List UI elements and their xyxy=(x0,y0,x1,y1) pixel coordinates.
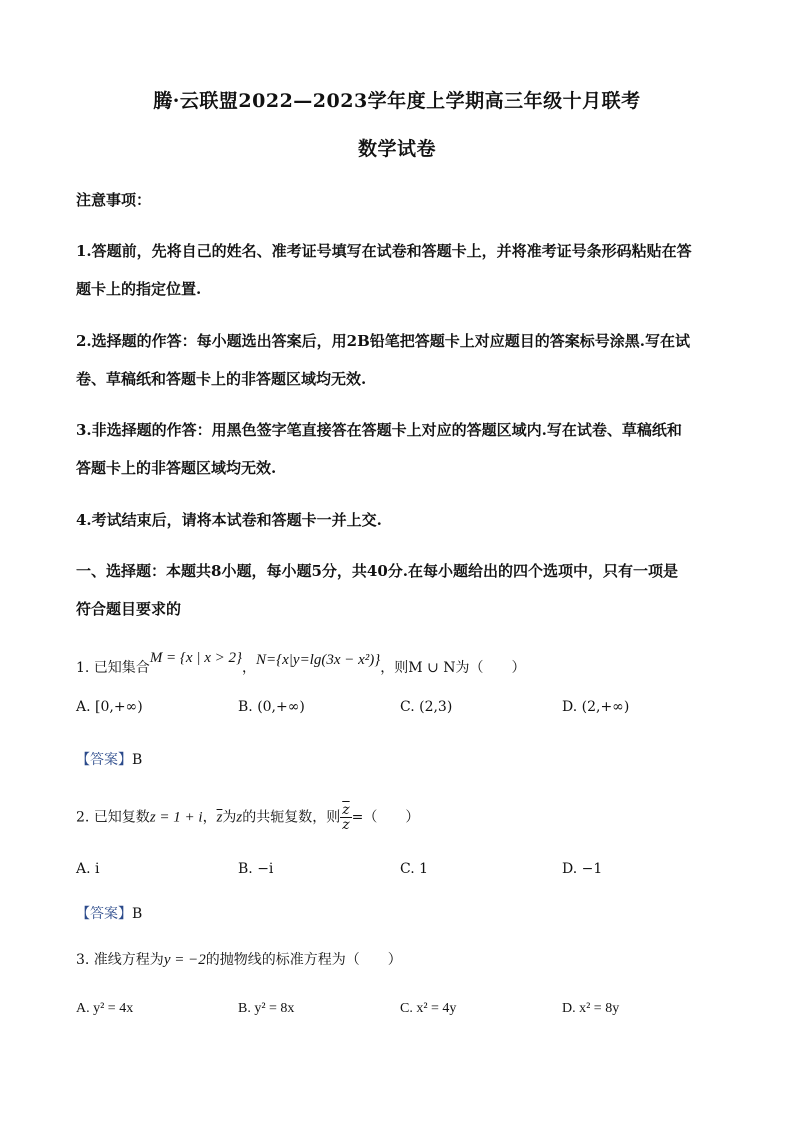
question-2-answer xyxy=(76,903,142,923)
answer-tag: 【答案】 xyxy=(76,752,132,768)
question-2-suffix: =（ ） xyxy=(351,809,420,826)
exam-title: 腾·云联盟2022—2023学年度上学期高三年级十月联考 xyxy=(153,90,641,112)
fraction-numerator: $\overline{z}$ xyxy=(342,802,350,818)
question-2-option-d: D. −1 xyxy=(562,861,603,877)
notice-item-2-line-1: 2.选择题的作答：每小题选出答案后，用2B铅笔把答题卡上对应题目的答案标号涂黑.写在试 xyxy=(76,332,691,350)
question-1-option-a: A. [0,+∞) xyxy=(76,699,143,715)
question-2-option-c: C. 1 xyxy=(400,861,429,877)
section-heading-line-2: 符合题目要求的 xyxy=(76,600,182,618)
fraction-denominator: z xyxy=(342,817,350,833)
question-1-suffix: ，则M ∪ N为（ ） xyxy=(380,660,526,676)
z-conjugate: $\overline{z}$ xyxy=(216,809,223,826)
question-3-option-d: D. x² = 8y xyxy=(562,1001,620,1016)
question-1-stem xyxy=(76,650,526,677)
question-2-stem xyxy=(76,803,419,832)
set-n-expression: N={x|y=lg(3x − x²)} xyxy=(256,652,381,668)
question-2-comma: ， xyxy=(202,809,217,826)
section-heading-line-1: 一、选择题：本题共8小题，每小题5分，共40分.在每小题给出的四个选项中，只有一项是 xyxy=(76,562,678,580)
question-3-option-b: B. y² = 8x xyxy=(238,1001,295,1016)
question-2-text-conj: 的共轭复数，则 xyxy=(242,809,341,826)
question-3-option-c: C. x² = 4y xyxy=(400,1001,457,1016)
question-2-text-wei: 为 xyxy=(222,809,237,826)
notice-item-1-line-1: 1.答题前，先将自己的姓名、准考证号填写在试卷和答题卡上，并将准考证号条形码粘贴在答 xyxy=(76,242,692,260)
question-3-stem xyxy=(76,949,402,969)
directrix-equation: y = −2 xyxy=(163,952,206,968)
question-2-option-b: B. −i xyxy=(238,861,274,877)
question-1-prefix: 1. 已知集合 xyxy=(76,660,150,676)
notice-heading: 注意事项： xyxy=(76,191,152,209)
question-3-option-a: A. y² = 4x xyxy=(76,1001,134,1016)
question-3-prefix: 3. 准线方程为 xyxy=(76,952,164,968)
question-2-prefix: 2. 已知复数 xyxy=(76,809,150,826)
z-definition: z = 1 + i xyxy=(149,809,203,826)
question-1-option-d: D. (2,+∞) xyxy=(562,699,630,715)
notice-item-3-line-2: 答题卡上的非答题区域均无效. xyxy=(76,459,277,477)
answer-value: B xyxy=(132,906,143,922)
notice-item-2-line-2: 卷、草稿纸和答题卡上的非答题区域均无效. xyxy=(76,370,367,388)
fraction-zbar-over-z xyxy=(340,803,351,832)
question-2-option-a: A. i xyxy=(76,861,100,877)
answer-tag: 【答案】 xyxy=(76,906,132,922)
exam-subtitle: 数学试卷 xyxy=(357,138,436,160)
set-m-expression: M = {x | x > 2} xyxy=(149,650,242,666)
answer-value: B xyxy=(132,752,143,768)
z-symbol: z xyxy=(236,809,243,826)
question-3-suffix: 的抛物线的标准方程为（ ） xyxy=(205,952,402,968)
question-1-option-c: C. (2,3) xyxy=(400,699,453,715)
question-1-answer xyxy=(76,749,142,769)
notice-item-4: 4.考试结束后，请将本试卷和答题卡一并上交. xyxy=(76,511,382,529)
notice-item-1-line-2: 题卡上的指定位置. xyxy=(76,280,202,298)
notice-item-3-line-1: 3.非选择题的作答：用黑色签字笔直接答在答题卡上对应的答题区域内.写在试卷、草稿纸和 xyxy=(76,421,682,439)
question-1-comma: ， xyxy=(242,660,256,676)
question-1-option-b: B. (0,+∞) xyxy=(238,699,305,715)
